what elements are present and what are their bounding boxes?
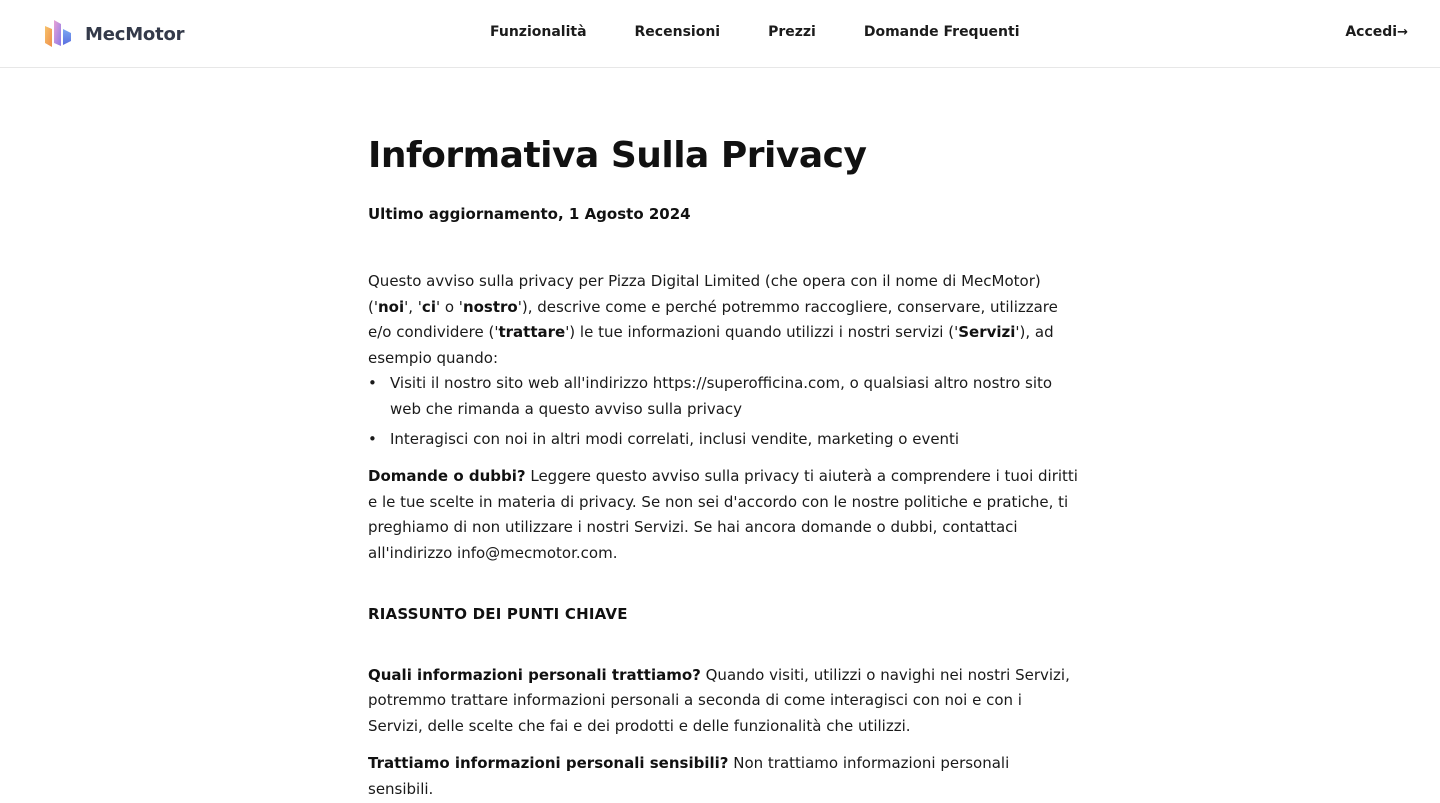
- list-item: • Interagisci con noi in altri modi correlati, inclusi vendite, marketing o eventi: [368, 427, 1078, 453]
- brand-logo-link[interactable]: [44, 19, 184, 49]
- key-point-answer: Non trattiamo informazioni personali sensibili.: [368, 754, 1010, 798]
- top-navbar: [0, 0, 1440, 68]
- term-trattare: trattare: [498, 323, 566, 342]
- questions-label: Domande o dubbi?: [368, 467, 526, 486]
- key-point-question: Quali informazioni personali trattiamo?: [368, 665, 701, 684]
- last-updated: Ultimo aggiornamento, 1 Agosto 2024: [368, 205, 691, 223]
- nav-link-domande-frequenti[interactable]: Domande Frequenti: [863, 24, 1020, 40]
- questions-text: Leggere questo avviso sulla privacy ti aiuterà a comprendere i tuoi diritti e le tue scelte in materia di privacy. Se non sei d'accordo con le nostre politiche e pratiche, ti preghiamo di non utilizzare i nostri Servizi. Se hai ancora domande o dubbi, contattaci all'indirizzo info@mecmotor.com.: [368, 467, 1078, 562]
- login-label: Accedi: [1345, 24, 1398, 40]
- intro-text-2: ', ': [404, 297, 422, 316]
- main-nav: [490, 24, 1068, 40]
- intro-list: [368, 371, 1078, 452]
- intro-text-1: Questo avviso sulla privacy per Pizza Digital Limited (che opera con il nome di MecMotor) (': [368, 272, 1041, 316]
- nav-link-prezzi[interactable]: Prezzi: [768, 24, 816, 40]
- key-point-answer: Quando visiti, utilizzi o navighi nei nostri Servizi, potremmo trattare informazioni personali a seconda di come interagisci con noi e con i Servizi, delle scelte che fai e dei prodotti e delle funzionalità che utilizzi.: [368, 665, 1070, 735]
- key-point-personal-info: [368, 663, 1078, 740]
- term-nostro: nostro: [462, 297, 518, 316]
- intro-text-6: '), ad esempio quando:: [368, 323, 1054, 367]
- term-servizi: Servizi: [958, 323, 1016, 342]
- key-point-sensitive-info: [368, 751, 1078, 802]
- privacy-policy-content: [368, 130, 1078, 803]
- nav-link-funzionalita[interactable]: Funzionalità: [490, 24, 587, 40]
- intro-text-5: ') le tue informazioni quando utilizzi i nostri servizi (': [565, 323, 959, 342]
- key-point-question: Trattiamo informazioni personali sensibili?: [368, 754, 729, 773]
- nav-link-recensioni[interactable]: Recensioni: [634, 24, 721, 40]
- term-ci: ci: [421, 297, 436, 316]
- login-link[interactable]: [1345, 24, 1408, 40]
- intro-text-3: ' o ': [435, 297, 463, 316]
- term-noi: noi: [377, 297, 405, 316]
- list-item: • Visiti il nostro sito web all'indirizzo https://superofficina.com, o qualsiasi altro nostro sito web che rimanda a questo avviso sulla privacy: [368, 371, 1078, 422]
- summary-heading: RIASSUNTO DEI PUNTI CHIAVE: [368, 604, 628, 623]
- brand-logo-icon: [44, 19, 72, 49]
- brand-name: MecMotor: [85, 23, 185, 45]
- intro-text-4: '), descrive come e perché potremmo raccogliere, conservare, utilizzare e/o condividere (': [368, 297, 1058, 342]
- arrow-right-icon: →: [1397, 25, 1408, 40]
- page-title: Informativa Sulla Privacy: [368, 135, 867, 176]
- intro-paragraph: [368, 269, 1078, 371]
- questions-paragraph: [368, 464, 1078, 566]
